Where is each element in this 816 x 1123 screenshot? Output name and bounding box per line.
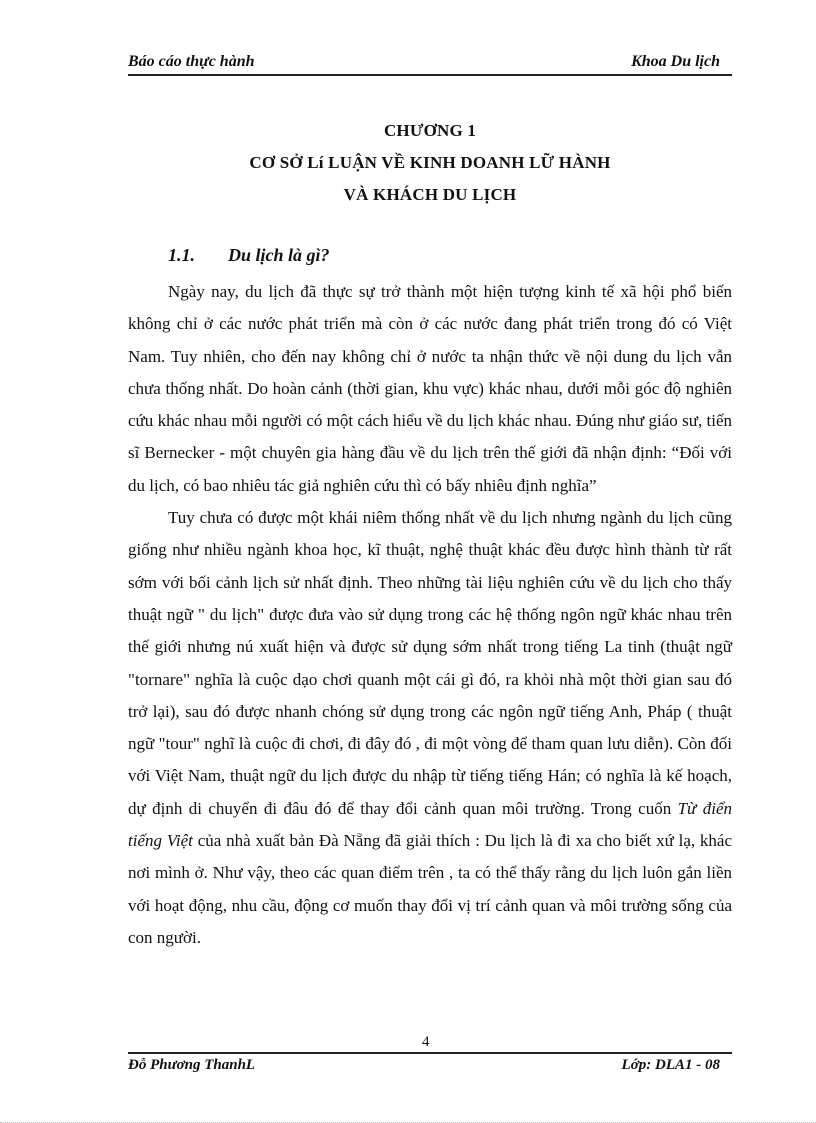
footer-class: Lớp: DLA1 - 08	[621, 1057, 720, 1073]
page-header	[128, 50, 732, 76]
chapter-number: CHƯƠNG 1	[383, 121, 477, 140]
paragraph-2	[128, 502, 732, 954]
section-heading	[168, 245, 330, 266]
chapter-title-line1: CƠ SỞ Lí LUẬN VỀ KINH DOANH LỮ HÀNH	[249, 153, 611, 172]
footer-author: Đỗ Phương ThanhL	[128, 1057, 256, 1073]
section-title: Du lịch là gì?	[228, 245, 330, 265]
chapter-heading	[128, 115, 732, 211]
paragraph-1: Ngày nay, du lịch đã thực sự trở thành một hiện tượng kinh tế xã hội phổ biến không chỉ ở các nước phát triển mà còn ở các nước đang phát triển trong đó có Việt Nam. Tuy nhiên, cho đến nay không chỉ ở nước ta nhận thức về nội dung du lịch vẫn chưa thống nhất. Do hoàn cảnh (thời gian, khu vực) khác nhau, dưới mỗi góc độ nghiên cứu khác nhau mỗi người có một cách hiểu về du lịch khác nhau. Đúng như giáo sư, tiến sĩ Bernecker - một chuyên gia hàng đầu về du lịch trên thế giới đã nhận định: “Đối với du lịch, có bao nhiêu tác giả nghiên cứu thì có bấy nhiêu định nghĩa”	[128, 282, 732, 495]
body-text	[128, 276, 732, 954]
page-footer	[128, 1034, 732, 1078]
paragraph-2-part-b: của nhà xuất bản Đà Nẵng đã giải thích : Du lịch là đi xa cho biết xứ lạ, khác nơi mình ở. Như vậy, theo các quan điểm trên , ta có thể thấy rằng du lịch luôn gắn liền với hoạt động, nhu cầu, động cơ muốn thay đổi vị trí cảnh quan và môi trường sống của con người.	[128, 831, 733, 947]
header-report-title: Báo cáo thực hành	[128, 53, 255, 70]
page-number: 4	[422, 1034, 430, 1050]
paragraph-2-part-a: Tuy chưa có được một khái niêm thống nhất về du lịch nhưng ngành du lịch cũng giống như nhiều ngành khoa học, kĩ thuật, nghệ thuật khác đều được hình thành từ rất sớm với bối cảnh lịch sử nhất định. Theo những tài liệu nghiên cứu về du lịch cho thấy thuật ngữ " du lịch" được đưa vào sử dụng trong các hệ thống ngôn ngữ khác nhau trên thế giới nhưng nú xuất hiện và được sử dụng sớm nhất trong tiếng La tinh (thuật ngữ "tornare" nghĩa là cuộc dạo chơi quanh một cái gì đó, ra khỏi nhà một thời gian sau đó trở lại), sau đó được nhanh chóng sử dụng trong các ngôn ngữ tiếng Anh, Pháp ( thuật ngữ "tour" nghĩ là cuộc đi chơi, đi đây đó , đi một vòng để tham quan lưu diễn). Còn đối với Việt Nam, thuật ngữ du lịch được du nhập từ tiếng tiếng Hán; có nghĩa là kế hoạch, dự định di chuyển đi đâu đó để thay đổi cảnh quan môi trường. Trong cuốn	[128, 508, 732, 818]
chapter-title-line2: VÀ KHÁCH DU LỊCH	[343, 185, 517, 204]
dictionary-title: Từ điển tiếng Việt	[128, 798, 732, 851]
section-number: 1.1.	[168, 245, 195, 265]
header-faculty: Khoa Du lịch	[631, 53, 720, 70]
